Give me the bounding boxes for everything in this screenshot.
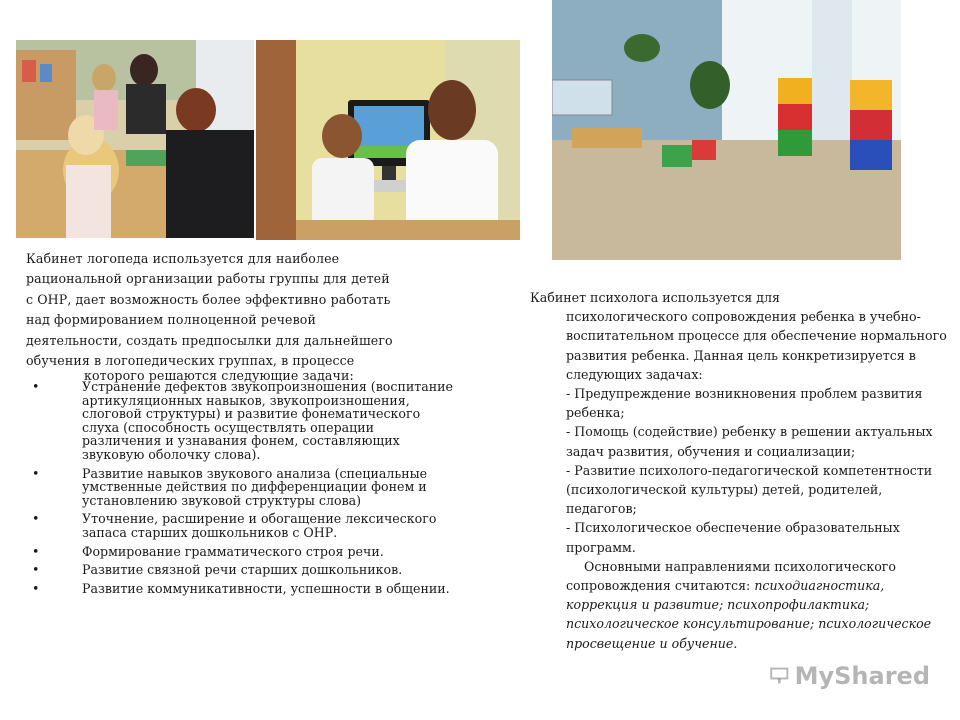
speech-intro-line: деятельности, создать предпосылки для дальнейшего <box>26 332 393 348</box>
psych-directions-lead: Основными направлениями психологического сопровождения считаются: <box>566 558 896 594</box>
speech-intro-continuation: которого решаются следующие задачи: <box>84 368 354 384</box>
speech-room-photo-2 <box>256 40 520 240</box>
psych-directions <box>530 557 955 653</box>
speech-task-text: Устранение дефектов звукопроизношения (воспитание артикуляционных навыков, звукопроизношения, слоговой структуры) и развитие фонематического слуха (способность осуществлять операции различения и узнавания фонем, составляющих звуковую оболочку слова). <box>82 379 453 462</box>
bullet-icon: • <box>32 562 40 578</box>
speech-task-text: Развитие навыков звукового анализа (специальные умственные действия по дифференциации фонем и установлению звуковой структуры слова) <box>82 465 428 508</box>
psychology-room-photo <box>552 0 901 260</box>
speech-room-photo-1 <box>16 40 254 238</box>
speech-task-text: Развитие коммуникативности, успешности в общении. <box>82 580 450 596</box>
speech-task-item <box>26 563 456 577</box>
speech-task-text: Развитие связной речи старших дошкольников. <box>82 562 403 578</box>
psych-directions-list: психодиагностика, коррекция и развитие; психопрофилактика; психологическое консультирование; психологическое просвещение и обучение. <box>566 578 932 651</box>
psych-intro-rest: психологического сопровождения ребенка в учебно-воспитательном процессе для обеспечение нормального развития ребенка. Данная цель конкретизируется в следующих задачах: <box>566 309 947 382</box>
speech-room-image-1 <box>16 40 254 238</box>
bullet-icon: • <box>32 465 40 481</box>
myshared-watermark <box>770 656 930 696</box>
speech-task-item <box>26 545 456 559</box>
speech-room-description <box>26 249 456 383</box>
speech-task-item <box>26 512 456 539</box>
psych-task: - Психологическое обеспечение образовательных программ. <box>566 520 900 555</box>
speech-task-list <box>26 380 456 600</box>
speech-room-image-2 <box>256 40 520 240</box>
bullet-icon: • <box>32 543 40 559</box>
psych-task: - Помощь (содействие) ребенку в решении актуальных задач развития, обучения и социализации; <box>566 424 933 459</box>
psych-intro-first-line: Кабинет психолога используется для <box>530 290 780 305</box>
speech-task-text: Уточнение, расширение и обогащение лексического запаса старших дошкольников с ОНР. <box>82 511 437 540</box>
speech-task-item <box>26 380 456 462</box>
speech-task-item <box>26 582 456 596</box>
psychology-room-image <box>552 0 901 260</box>
bullet-icon: • <box>32 379 40 394</box>
speech-task-text: Формирование грамматического строя речи. <box>82 543 384 559</box>
presentation-icon <box>770 662 789 690</box>
psych-task: - Развитие психолого-педагогической компетентности (психологической культуры) детей, родителей, педагогов; <box>566 462 933 517</box>
speech-task-item <box>26 467 456 508</box>
bullet-icon: • <box>32 511 40 527</box>
speech-intro-line: над формированием полноценной речевой <box>26 312 316 328</box>
speech-intro-line: с ОНР, дает возможность более эффективно работать <box>26 291 391 307</box>
psychology-room-description <box>530 288 955 653</box>
bullet-icon: • <box>32 580 40 596</box>
speech-intro-line: обучения в логопедических группах, в процессе <box>26 353 355 369</box>
psych-task: - Предупреждение возникновения проблем развития ребенка; <box>566 386 923 421</box>
watermark-text: MyShared <box>794 662 930 690</box>
speech-intro-line: рациональной организации работы группы для детей <box>26 271 390 287</box>
speech-intro-line: Кабинет логопеда используется для наиболее <box>26 251 340 266</box>
